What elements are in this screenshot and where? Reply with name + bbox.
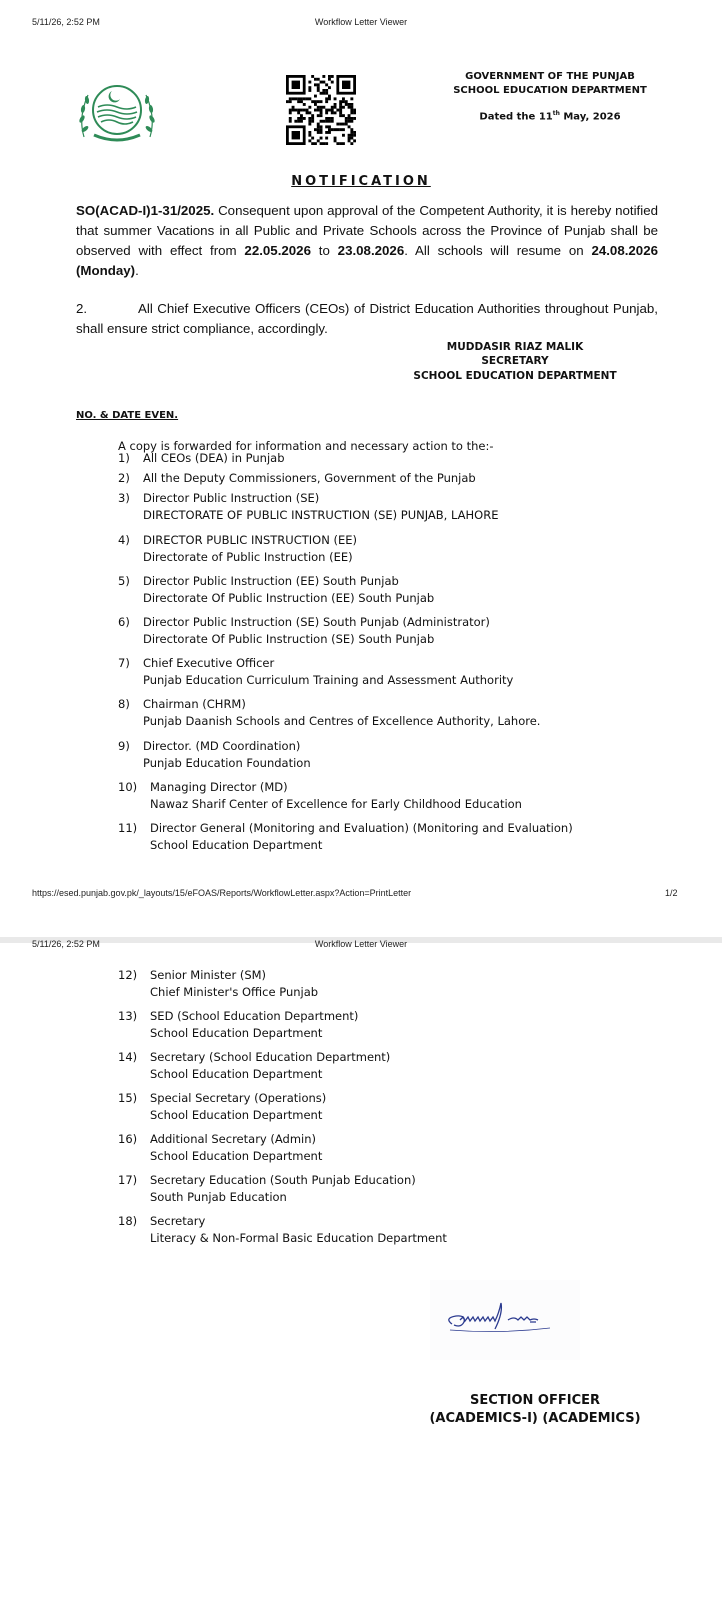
section-officer-title: SECTION OFFICER: [469, 1393, 601, 1408]
list-item-number: 13): [118, 1009, 138, 1023]
viewer-title: Workflow Letter Viewer: [314, 17, 408, 27]
forward-intro: A copy is forwarded for information and necessary action to the:-: [118, 439, 494, 453]
viewer-title: Workflow Letter Viewer: [314, 939, 408, 949]
list-item: [118, 1049, 390, 1082]
section-officer-unit: (ACADEMICS-I) (ACADEMICS): [429, 1411, 641, 1426]
paragraph-2: 2. All Chief Executive Officers (CEOs) of District Education Authorities throughout Punjab, shall ensure strict compliance, accordingly.: [76, 301, 658, 336]
gov-line-1: GOVERNMENT OF THE PUNJAB: [465, 71, 635, 82]
list-item: [118, 655, 513, 688]
list-item-line-1: Secretary (School Education Department): [150, 1050, 391, 1064]
list-item-line-1: Chief Executive Officer: [143, 656, 275, 670]
list-item: [118, 490, 498, 523]
list-item-line-2: Directorate of Public Instruction (EE): [143, 549, 353, 564]
list-item-line-1: Director Public Instruction (SE): [143, 491, 320, 505]
list-item-line-1: Director Public Instruction (EE) South Punjab: [143, 574, 399, 588]
list-item-number: 2): [118, 471, 130, 485]
list-item-line-2: Literacy & Non-Formal Basic Education Department: [150, 1230, 447, 1245]
list-item-line-1: All CEOs (DEA) in Punjab: [143, 451, 285, 465]
list-item: [118, 470, 476, 487]
list-item-number: 3): [118, 491, 130, 505]
list-item: [118, 614, 490, 647]
list-item-line-2: School Education Department: [150, 1066, 323, 1081]
list-item-number: 11): [118, 821, 138, 835]
signatory-designation: SECRETARY: [481, 355, 549, 367]
page-number: 1/2: [665, 888, 678, 898]
list-item-number: 17): [118, 1173, 138, 1187]
list-item: [118, 1090, 326, 1123]
list-item-line-1: Director General (Monitoring and Evaluation) (Monitoring and Evaluation): [150, 821, 573, 835]
dated-line: Dated the 11th May, 2026: [479, 110, 621, 123]
list-item-line-2: Directorate Of Public Instruction (EE) South Punjab: [143, 590, 435, 605]
list-item: [118, 820, 573, 853]
list-item-number: 6): [118, 615, 130, 629]
qr-code: [286, 75, 356, 145]
list-item-number: 10): [118, 780, 138, 794]
list-item-number: 18): [118, 1214, 138, 1228]
list-item-line-2: South Punjab Education: [150, 1189, 287, 1204]
list-item-line-1: DIRECTOR PUBLIC INSTRUCTION (EE): [143, 533, 357, 547]
paragraph-1: SO(ACAD-I)1-31/2025. Consequent upon approval of the Competent Authority, it is hereby notified that summer Vacations in all Public and Private Schools across the Province of Punjab shall be observed with effect from 22.05.2026 to 23.08.2026. All schools will resume on 24.08.2026 (Monday).: [76, 203, 658, 278]
list-item-line-1: Special Secretary (Operations): [150, 1091, 327, 1105]
list-item: [118, 696, 540, 729]
list-item-line-2: Directorate Of Public Instruction (SE) South Punjab: [143, 631, 435, 646]
print-timestamp: 5/11/26, 2:52 PM: [32, 17, 100, 27]
list-item-number: 1): [118, 451, 130, 465]
list-item-line-1: Additional Secretary (Admin): [150, 1132, 317, 1146]
list-item-line-2: Punjab Education Curriculum Training and Assessment Authority: [143, 672, 514, 687]
list-item-line-2: School Education Department: [150, 1148, 323, 1163]
list-item-number: 8): [118, 697, 130, 711]
list-item: [118, 738, 311, 771]
list-item-line-2: School Education Department: [150, 1025, 323, 1040]
list-item: [118, 1008, 358, 1041]
list-item-number: 14): [118, 1050, 138, 1064]
list-item-line-2: DIRECTORATE OF PUBLIC INSTRUCTION (SE) PUNJAB, LAHORE: [143, 507, 499, 522]
list-item-line-2: Punjab Education Foundation: [143, 755, 311, 770]
list-item: [118, 1213, 447, 1246]
list-item-line-2: School Education Department: [150, 837, 323, 852]
list-item-line-1: Senior Minister (SM): [150, 968, 267, 982]
list-item-line-2: Chief Minister's Office Punjab: [150, 984, 319, 999]
list-item-line-2: Punjab Daanish Schools and Centres of Excellence Authority, Lahore.: [143, 713, 541, 728]
signatory-name: MUDDASIR RIAZ MALIK: [446, 341, 584, 353]
list-item-line-1: Secretary Education (South Punjab Education): [150, 1173, 416, 1187]
no-date-even: NO. & DATE EVEN.: [76, 410, 179, 421]
list-item: [118, 573, 434, 606]
list-item-line-1: Chairman (CHRM): [143, 697, 246, 711]
list-item-number: 4): [118, 533, 130, 547]
list-item-line-1: Director. (MD Coordination): [143, 739, 301, 753]
list-item: [118, 1172, 416, 1205]
list-item: [118, 779, 522, 812]
list-item: [118, 532, 357, 565]
document-page-2: [0, 939, 722, 1600]
gov-line-2: SCHOOL EDUCATION DEPARTMENT: [453, 85, 647, 96]
handwritten-signature: [430, 1280, 580, 1360]
list-item-line-1: All the Deputy Commissioners, Government of the Punjab: [143, 471, 476, 485]
list-item-line-1: SED (School Education Department): [150, 1009, 359, 1023]
list-item-number: 9): [118, 739, 130, 753]
list-item-line-1: Secretary: [150, 1214, 206, 1228]
list-item-line-1: Managing Director (MD): [150, 780, 288, 794]
list-item-number: 5): [118, 574, 130, 588]
punjab-emblem-logo: [76, 77, 158, 147]
list-item-number: 15): [118, 1091, 138, 1105]
list-item-number: 12): [118, 968, 138, 982]
list-item-line-1: Director Public Instruction (SE) South Punjab (Administrator): [143, 615, 490, 629]
signatory-department: SCHOOL EDUCATION DEPARTMENT: [413, 370, 617, 382]
list-item-line-2: School Education Department: [150, 1107, 323, 1122]
page-url: https://esed.punjab.gov.pk/_layouts/15/eFOAS/Reports/WorkflowLetter.aspx?Action=PrintLetter: [32, 888, 412, 898]
notification-title: NOTIFICATION: [291, 174, 431, 189]
list-item-line-2: Nawaz Sharif Center of Excellence for Early Childhood Education: [150, 796, 522, 811]
print-timestamp: 5/11/26, 2:52 PM: [32, 939, 100, 949]
list-item-number: 7): [118, 656, 130, 670]
list-item: [118, 450, 285, 467]
section-officer-block: [410, 1392, 660, 1428]
list-item: [118, 1131, 322, 1164]
list-item: [118, 967, 318, 1000]
list-item-number: 16): [118, 1132, 138, 1146]
